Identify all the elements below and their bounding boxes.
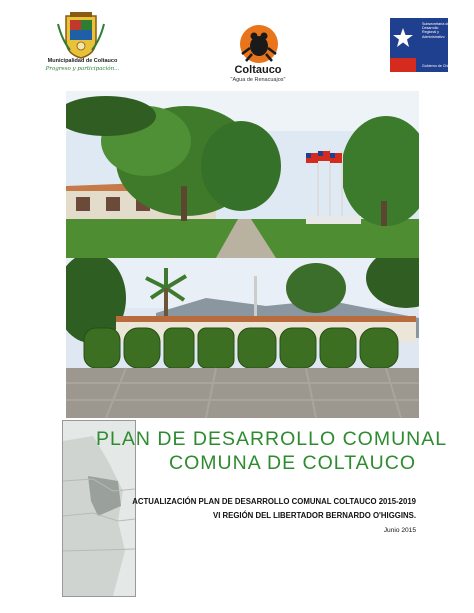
document-title-line1: PLAN DE DESARROLLO COMUNAL [96,428,448,450]
coltauco-logo-name: Coltauco [234,64,282,76]
subsecretaria-text: Subsecretaría de Desarrollo Regional y Administrativo [422,22,450,39]
document-date: Junio 2015 [383,527,416,534]
coltauco-logo-tagline: "Agua de Renacuajos" [230,77,286,83]
document-subtitle-line2: VI REGIÓN DEL LIBERTADOR BERNARDO O'HIGGINS. [213,511,416,520]
hedge-letters-photo [66,258,419,418]
gobierno-de-chile-text: Gobierno de Chile [422,64,451,68]
municipality-slogan: Progreso y participación... [45,66,120,72]
municipality-name: Municipalidad de Coltauco [47,58,118,64]
document-title-line2: COMUNA DE COLTAUCO [169,452,416,474]
document-subtitle-line1: ACTUALIZACIÓN PLAN DE DESARROLLO COMUNAL COLTAUCO 2015-2019 [132,497,416,506]
municipal-building-photo [66,91,419,258]
